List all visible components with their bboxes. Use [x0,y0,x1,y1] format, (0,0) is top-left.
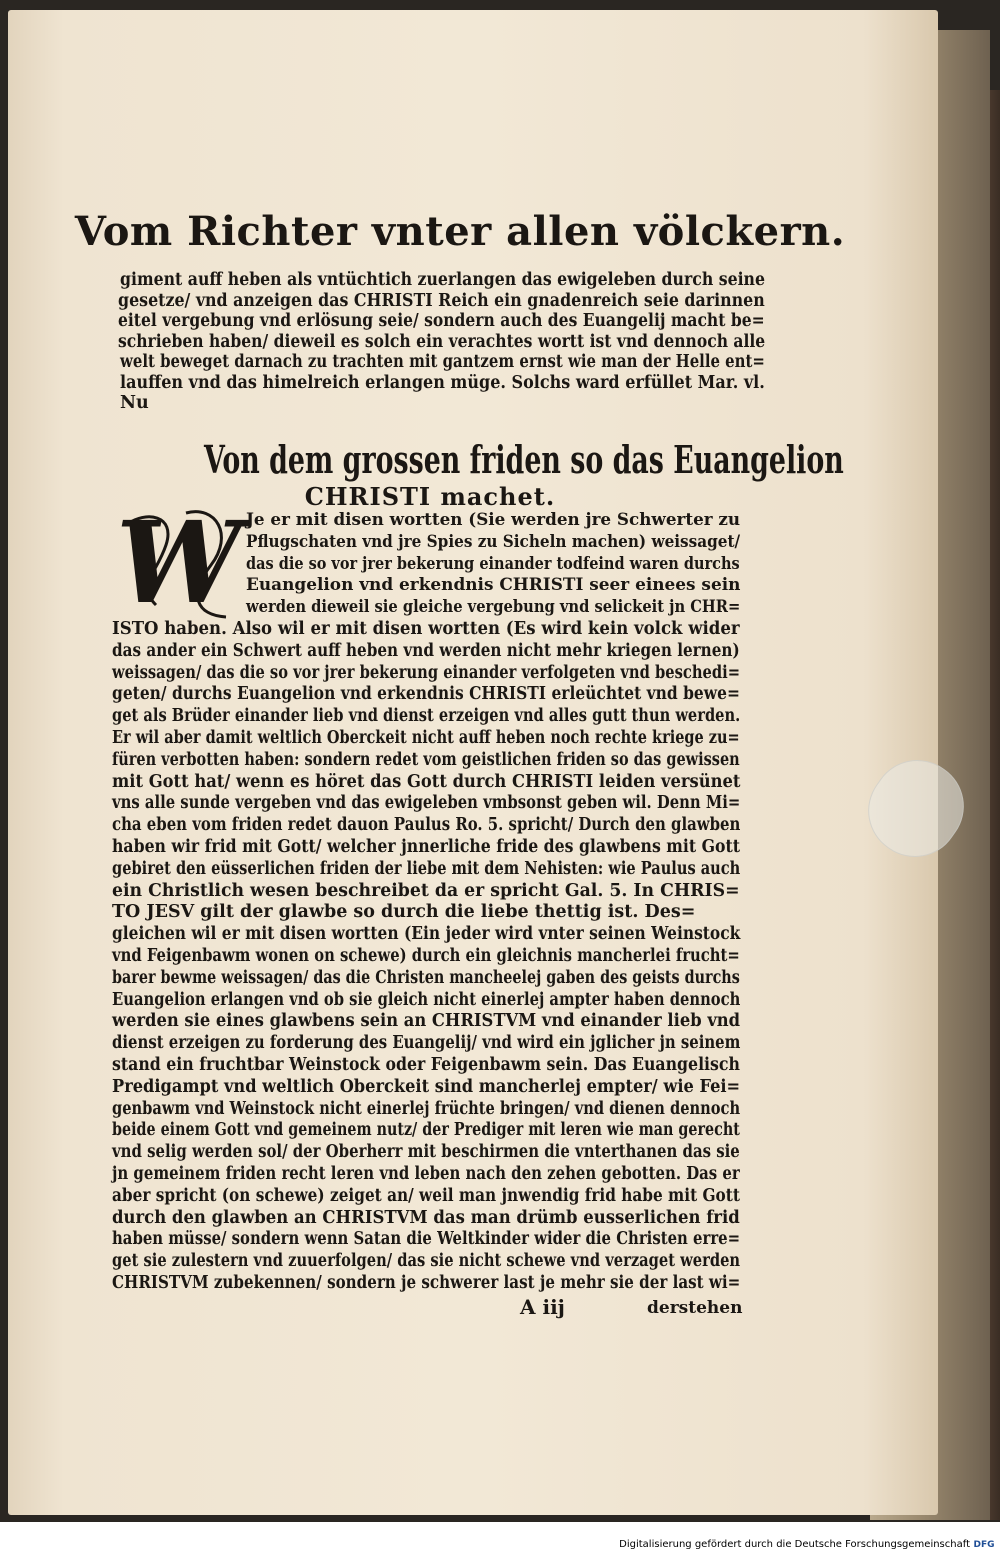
body-line: werden sie eines glawbens sein an CHRISTVM vnd einander lieb vnd [112,1011,741,1032]
body-line: dienst erzeigen zu forderung des Euangelij/ vnd wird ein jglicher jn seinem [112,1033,741,1054]
body-line: get sie zulestern vnd zuuerfolgen/ das sie nicht schewe vnd verzaget werden [112,1251,741,1272]
body-line: get als Brüder einander lieb vnd dienst erzeigen vnd alles gutt thun werden. [112,706,741,727]
top-paragraph-line: welt beweget darnach zu trachten mit gantzem ernst wie man der Helle ent= [120,352,765,372]
running-head: Vom Richter vnter allen völckern. [74,208,846,255]
initial-letter: W [116,498,242,629]
chapter-heading-line-2: CHRISTI machet. [304,482,556,511]
body-line: CHRISTVM zubekennen/ sondern je schwerer last je mehr sie der last wi= [112,1273,741,1293]
body-line: Predigampt vnd weltlich Oberckeit sind mancherlej empter/ wie Fei= [112,1076,741,1097]
body-line: geten/ durchs Euangelion vnd erkendnis CHRISTI erleüchtet vnd bewe= [112,684,740,705]
body-line: cha eben vom friden redet dauon Paulus Ro. 5. spricht/ Durch den glawben [112,815,741,836]
top-paragraph-line: lauffen vnd das himelreich erlangen müge. Solchs ward erfüllet Mar. vl. [120,372,765,393]
body-line: Je er mit disen wortten (Sie werden jre Schwerter zu [246,510,741,530]
body-line: werden dieweil sie gleiche vergebung vnd selickeit jn CHR= [246,597,741,618]
body-line: haben müsse/ sondern wenn Satan die Weltkinder wider die Christen erre= [112,1229,741,1250]
body-line: füren verbotten haben: sondern redet vom geistlichen friden so das gewissen [112,749,740,770]
body-line: mit Gott hat/ wenn es höret das Gott durch CHRISTI leiden versünet [112,771,741,792]
body-line: genbawm vnd Weinstock nicht einerlej früchte bringen/ vnd dienen dennoch [112,1098,741,1119]
body-line: Er wil aber damit weltlich Oberckeit nicht auff heben noch rechte kriege zu= [112,728,740,748]
decorated-initial [116,498,242,629]
top-paragraph-line: schrieben haben/ dieweil es solch ein verachtes wortt ist vnd dennoch alle [118,331,766,352]
top-paragraph-line: giment auff heben als vntüchtich zuerlangen das ewigeleben durch seine [120,270,765,290]
body-line: durch den glawben an CHRISTVM das man drümb eusserlichen frid [112,1207,740,1228]
body-line: stand ein fruchtbar Weinstock oder Feigenbawm sein. Das Euangelisch [112,1055,740,1075]
signature-mark: A iij [520,1295,565,1319]
body-line: das die so vor jrer bekerung einander todfeind waren durchs [246,553,740,574]
body-line: ein Christlich wesen beschreibet da er spricht Gal. 5. In CHRIS= [112,880,740,901]
body-line: Euangelion erlangen vnd ob sie gleich nicht einerlej ampter haben dennoch [112,989,741,1010]
body-line: vnd Feigenbawm wonen on schewe) durch ein gleichnis mancherlei frucht= [112,946,740,966]
body-line: weissagen/ das die so vor jrer bekerung einander verfolgeten vnd beschedi= [112,662,741,683]
body-line: das ander ein Schwert auff heben vnd werden nicht mehr kriegen lernen) [112,640,740,661]
body-line: vns alle sunde vergeben vnd das ewigeleben vmbsonst geben wil. Denn Mi= [112,793,741,814]
body-line: gebiret den eüsserlichen friden der liebe mit dem Nehisten: wie Paulus auch [112,858,741,879]
body-line: jn gemeinem friden recht leren vnd leben nach den zehen gebotten. Das er [112,1164,740,1184]
body-line: aber spricht (on schewe) zeiget an/ weil man jnwendig frid habe mit Gott [112,1185,740,1206]
dfg-logo-icon: DFG [973,1540,995,1550]
body-line: Pflugschaten vnd jre Spies zu Sicheln machen) weissaget/ [246,531,741,552]
top-paragraph-line: gesetze/ vnd anzeigen das CHRISTI Reich ein gnadenreich seie darinnen [118,290,765,311]
chapter-heading-line-1: Von dem grossen friden so das Euangelion [203,437,844,482]
top-paragraph-line: Nu [120,393,149,413]
body-line: beide einem Gott vnd gemeinem nutz/ der Prediger mit leren wie man gerecht [112,1120,740,1141]
top-paragraph-line: eitel vergebung vnd erlösung seie/ sondern auch des Euangelij macht be= [118,311,765,331]
body-line: haben wir frid mit Gott/ welcher jnnerliche fride des glawbens mit Gott [112,837,740,857]
body-line: ISTO haben. Also wil er mit disen wortten (Es wird kein volck wider [112,619,740,639]
footer-credit-bar [0,1536,1000,1555]
body-line: gleichen wil er mit disen wortten (Ein jeder wird vnter seinen Weinstock [112,924,741,945]
catchword: derstehen [647,1298,743,1318]
body-line: TO JESV gilt der glawbe so durch die liebe thettig ist. Des= [112,902,696,923]
body-line: vnd selig werden sol/ der Oberherr mit beschirmen die vnterthanen das sie [112,1142,740,1163]
footer-credit-text: Digitalisierung gefördert durch die Deutsche Forschungsgemeinschaft [619,1539,970,1550]
body-line: barer bewme weissagen/ das die Christen mancheelej gaben des geists durchs [112,967,740,988]
body-line: Euangelion vnd erkendnis CHRISTI seer einees sein [246,575,741,596]
